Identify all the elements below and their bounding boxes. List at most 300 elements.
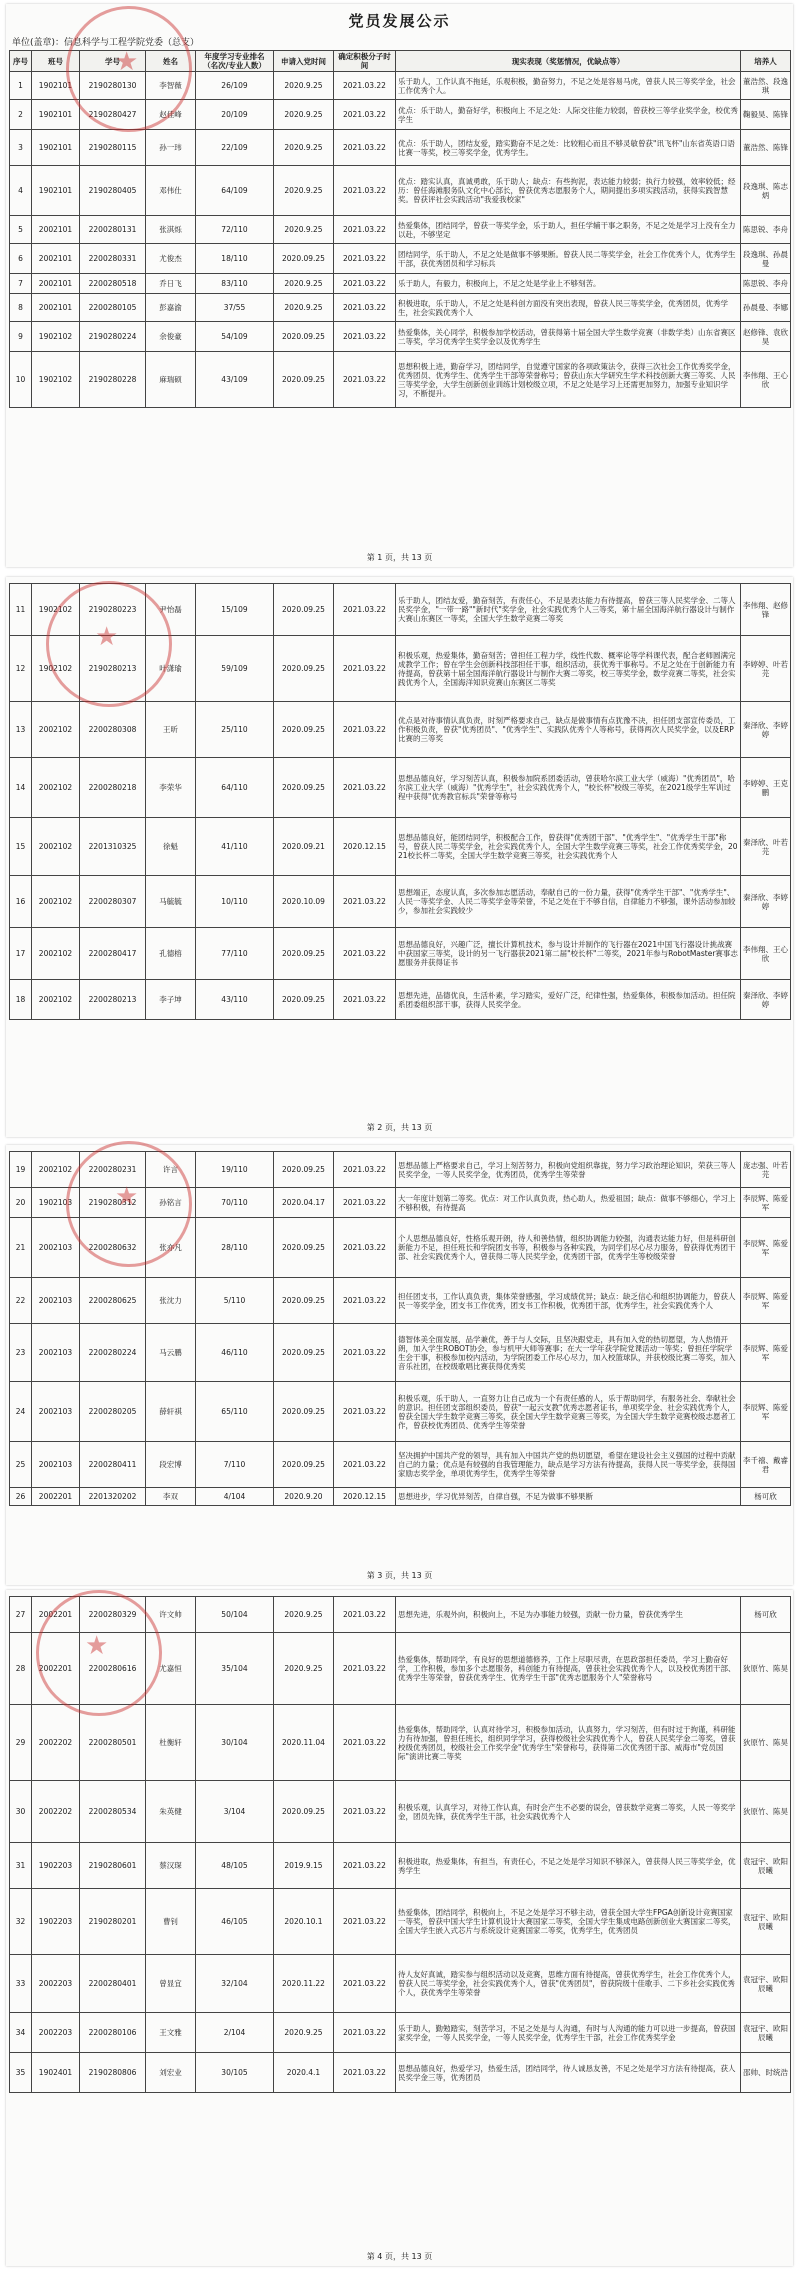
row-mentor: 董浩然、陈锋: [741, 130, 791, 166]
row-class: 2002101: [32, 274, 80, 294]
row-rank: 10/110: [196, 876, 274, 928]
row-performance: 热爱集体，帮助同学，有良好的思想道德修养，工作上尽职尽责，在思政部担任委员，学习上勤奋好学，工作积极，参加多个志愿服务，科创能力有待提高，曾获社会实践优秀个人，以及校优秀团干部、优秀学生等荣誉，曾获优秀学生、优秀学生干部"优秀志愿服务个人"荣誉称号: [396, 1633, 741, 1705]
row-name: 马毓毓: [146, 876, 196, 928]
row-class: 1902203: [32, 1889, 80, 1955]
row-apply-date: 2020.11.22: [274, 1955, 334, 2013]
row-name: 蔡汉琛: [146, 1843, 196, 1889]
row-apply-date: 2020.09.25: [274, 928, 334, 980]
row-activist-date: 2021.03.22: [334, 758, 396, 818]
row-no: 6: [10, 244, 32, 274]
row-no: 9: [10, 322, 32, 352]
row-apply-date: 2020.9.25: [274, 1597, 334, 1633]
table-row: [10, 584, 791, 636]
row-class: 1902101: [32, 72, 80, 100]
row-student-id: 2200280205: [80, 1382, 146, 1442]
row-activist-date: 2021.03.22: [334, 2013, 396, 2053]
row-student-id: 2201320202: [80, 1488, 146, 1506]
row-student-id: 2190280130: [80, 72, 146, 100]
table-row: [10, 2053, 791, 2093]
row-rank: 30/105: [196, 2053, 274, 2093]
row-name: 彭嘉渝: [146, 294, 196, 322]
row-rank: 54/109: [196, 322, 274, 352]
row-activist-date: 2021.03.22: [334, 294, 396, 322]
table-row: [10, 1188, 791, 1218]
row-activist-date: 2021.03.22: [334, 2053, 396, 2093]
table-row: [10, 166, 791, 216]
row-apply-date: 2019.9.15: [274, 1843, 334, 1889]
row-no: 15: [10, 818, 32, 876]
row-performance: 优点：乐于助人，团结友爱，踏实勤奋不足之处：比较粗心而且不够灵敏曾获"讯飞杯"山东省英语口语比赛一等奖，校三等奖学金，优秀学生。: [396, 130, 741, 166]
row-name: 叶潇瑜: [146, 636, 196, 702]
row-student-id: 2190280115: [80, 130, 146, 166]
row-apply-date: 2020.09.25: [274, 1152, 334, 1188]
row-class: 2002102: [32, 876, 80, 928]
row-no: 16: [10, 876, 32, 928]
table-row: [10, 1633, 791, 1705]
row-mentor: 杨可欣: [741, 1488, 791, 1506]
row-activist-date: 2021.03.22: [334, 584, 396, 636]
row-performance: 积极乐观，乐于助人，一直努力让自己成为一个有责任感的人，乐于帮助同学，有服务社会、奉献社会的意识。担任团支部组织委员，曾获"一起云支教"优秀志愿者证书，单项奖学金、社会实践优秀个人，曾获全国大学生数学竞赛三等奖，获全国大学生数学竞赛三等奖，为全国大学生数学竞赛校级志愿者工作，曾获校优秀团员、优秀学生等荣誉: [396, 1382, 741, 1442]
table-row: [10, 636, 791, 702]
row-name: 徐魁: [146, 818, 196, 876]
row-student-id: 2200280534: [80, 1781, 146, 1843]
row-name: 王文雅: [146, 2013, 196, 2053]
table-row: [10, 1218, 791, 1278]
row-name: 尤嘉恒: [146, 1633, 196, 1705]
row-no: 32: [10, 1889, 32, 1955]
row-apply-date: 2020.9.25: [274, 1633, 334, 1705]
table-row: [10, 100, 791, 130]
row-no: 3: [10, 130, 32, 166]
row-student-id: 2200280401: [80, 1955, 146, 2013]
table-row: [10, 1278, 791, 1324]
row-student-id: 2200280625: [80, 1278, 146, 1324]
row-mentor: 邵帅、时统浩: [741, 2053, 791, 2093]
row-apply-date: 2020.09.25: [274, 1442, 334, 1488]
row-name: 尤俊杰: [146, 244, 196, 274]
row-rank: 4/104: [196, 1488, 274, 1506]
row-performance: 思想品德良好，兴趣广泛，擅长计算机技术，参与设计并制作的飞行器在2021中国飞行器设计挑战赛中获国家三等奖，设计的另一飞行器获2021第二届"校长杯"二等奖，2021年参与RobotMaster赛事志愿服务并获得证书: [396, 928, 741, 980]
row-mentor: 孙晨曼、李娜: [741, 294, 791, 322]
table-row: [10, 1324, 791, 1382]
row-activist-date: 2021.03.22: [334, 322, 396, 352]
row-name: 赵佳峰: [146, 100, 196, 130]
row-apply-date: 2020.9.20: [274, 1488, 334, 1506]
row-activist-date: 2021.03.22: [334, 244, 396, 274]
row-apply-date: 2020.09.25: [274, 352, 334, 408]
row-no: 18: [10, 980, 32, 1020]
row-name: 朱英健: [146, 1781, 196, 1843]
row-rank: 20/109: [196, 100, 274, 130]
row-mentor: 狄原竹、陈昊: [741, 1705, 791, 1781]
row-activist-date: 2021.03.22: [334, 1382, 396, 1442]
row-no: 20: [10, 1188, 32, 1218]
candidate-table-page-3: [9, 1151, 791, 1506]
row-class: 2002102: [32, 702, 80, 758]
page-footer: 第 4 页，共 13 页: [366, 2252, 433, 2261]
page-1-sheet: [6, 4, 793, 567]
row-mentor: 秦泽欣、李婷婷: [741, 702, 791, 758]
row-apply-date: 2020.9.25: [274, 72, 334, 100]
row-name: 薛轩祺: [146, 1382, 196, 1442]
row-name: 尹怡磊: [146, 584, 196, 636]
row-name: 张沈力: [146, 1278, 196, 1324]
row-activist-date: 2021.03.22: [334, 72, 396, 100]
row-no: 27: [10, 1597, 32, 1633]
row-mentor: 袁冠宇、欧阳辰曦: [741, 1843, 791, 1889]
row-rank: 15/109: [196, 584, 274, 636]
row-rank: 25/110: [196, 702, 274, 758]
row-mentor: 李辰辉、陈爱军: [741, 1324, 791, 1382]
candidate-table-page-1: [9, 50, 791, 408]
row-student-id: 2200280131: [80, 216, 146, 244]
row-student-id: 2190280427: [80, 100, 146, 130]
row-apply-date: 2020.9.25: [274, 100, 334, 130]
row-apply-date: 2020.09.25: [274, 758, 334, 818]
row-activist-date: 2021.03.22: [334, 1278, 396, 1324]
table-row: [10, 1843, 791, 1889]
row-no: 33: [10, 1955, 32, 2013]
row-student-id: 2190280224: [80, 322, 146, 352]
table-row: [10, 72, 791, 100]
row-apply-date: 2020.9.25: [274, 2013, 334, 2053]
row-rank: 18/110: [196, 244, 274, 274]
row-activist-date: 2021.03.22: [334, 1705, 396, 1781]
row-performance: 积极进取，热爱集体，有担当，有责任心，不足之处是学习知识不够深入，曾获得人民三等奖学金，优秀学生: [396, 1843, 741, 1889]
row-activist-date: 2021.03.22: [334, 1152, 396, 1188]
row-student-id: 2200280105: [80, 294, 146, 322]
row-student-id: 2200280411: [80, 1442, 146, 1488]
row-student-id: 2200280213: [80, 980, 146, 1020]
row-rank: 19/110: [196, 1152, 274, 1188]
table-row: [10, 1488, 791, 1506]
row-mentor: 李婷婷、叶若芫: [741, 636, 791, 702]
candidate-table-page-2: [9, 583, 791, 1020]
row-name: 麻瑞硕: [146, 352, 196, 408]
table-row: [10, 1382, 791, 1442]
row-activist-date: 2021.03.22: [334, 216, 396, 244]
table-row: [10, 1955, 791, 2013]
row-activist-date: 2021.03.22: [334, 1781, 396, 1843]
row-apply-date: 2020.9.25: [274, 130, 334, 166]
table-row: [10, 216, 791, 244]
row-activist-date: 2021.03.22: [334, 636, 396, 702]
row-student-id: 2200280307: [80, 876, 146, 928]
row-performance: 优点：乐于助人，勤奋好学，积极向上 不足之处：人际交往能力较弱，曾获校三等学业奖学金，校优秀学生: [396, 100, 741, 130]
row-mentor: 李辰辉、陈爱军: [741, 1278, 791, 1324]
row-no: 25: [10, 1442, 32, 1488]
row-no: 19: [10, 1152, 32, 1188]
row-name: 曾显宜: [146, 1955, 196, 2013]
table-row: [10, 1442, 791, 1488]
row-no: 12: [10, 636, 32, 702]
row-mentor: 李伟翔、王心欣: [741, 352, 791, 408]
page-2-sheet: [6, 577, 793, 1137]
row-no: 22: [10, 1278, 32, 1324]
row-class: 1902101: [32, 100, 80, 130]
row-student-id: 2200280632: [80, 1218, 146, 1278]
row-rank: 3/104: [196, 1781, 274, 1843]
row-performance: 优点：踏实认真，真诚勇敢，乐于助人；缺点：有些拘泥，表达能力较弱；执行力较强，效率较低；经历：曾任海滩服务队文化中心部长，曾获优秀志愿服务个人，期间提出多项实践活动，获得实践智慧奖。曾获评社会实践活动"我爱我校家": [396, 166, 741, 216]
row-performance: 思想先进，乐观外向，积极向上，不足为办事能力较强，贡献一份力量，曾获优秀学生: [396, 1597, 741, 1633]
row-rank: 59/109: [196, 636, 274, 702]
row-performance: 热爱集体，帮助同学，认真对待学习，积极参加活动，认真努力，学习刻苦，但有时过于拘谨，科研能力有待加强，曾担任班长，组织同学学习，获得校级社会实践优秀个人，曾获人民奖学金二等奖，曾获校级优秀团员，校级社会工作奖学金"优秀学生"荣誉称号，获得第二次优秀团干部、威海市"党员国际"演讲比赛二等奖: [396, 1705, 741, 1781]
row-mentor: 袁冠宇、欧阳辰曦: [741, 1955, 791, 2013]
table-row: [10, 1705, 791, 1781]
row-name: 孙铭言: [146, 1188, 196, 1218]
row-apply-date: 2020.11.04: [274, 1705, 334, 1781]
row-class: 1902101: [32, 166, 80, 216]
row-name: 刘宏业: [146, 2053, 196, 2093]
row-no: 29: [10, 1705, 32, 1781]
row-class: 2002103: [32, 1218, 80, 1278]
row-performance: 热爱集体，关心同学，积极参加学校活动，曾获得第十届全国大学生数学竞赛（非数学类）山东省赛区二等奖，学习优秀学生奖学金以及优秀学生: [396, 322, 741, 352]
row-activist-date: 2021.03.22: [334, 928, 396, 980]
page-3-sheet: [6, 1145, 793, 1585]
row-activist-date: 2021.03.22: [334, 274, 396, 294]
header-apply-date: 申请入党时间: [274, 51, 334, 72]
row-mentor: 董浩然、段逸琪: [741, 72, 791, 100]
row-apply-date: 2020.04.17: [274, 1188, 334, 1218]
row-class: 2002202: [32, 1781, 80, 1843]
row-no: 23: [10, 1324, 32, 1382]
row-mentor: 李辰辉、陈爱军: [741, 1218, 791, 1278]
row-apply-date: 2020.09.25: [274, 980, 334, 1020]
row-no: 5: [10, 216, 32, 244]
row-rank: 65/110: [196, 1382, 274, 1442]
row-name: 李双: [146, 1488, 196, 1506]
row-apply-date: 2020.9.25: [274, 294, 334, 322]
row-class: 2002101: [32, 244, 80, 274]
row-rank: 2/104: [196, 2013, 274, 2053]
row-name: 张亦凡: [146, 1218, 196, 1278]
table-row: [10, 2013, 791, 2053]
row-student-id: 2201310325: [80, 818, 146, 876]
header-mentor: 培养人: [741, 51, 791, 72]
row-class: 2002203: [32, 1955, 80, 2013]
row-name: 邓伟仕: [146, 166, 196, 216]
row-rank: 46/110: [196, 1324, 274, 1382]
row-mentor: 赵修锋、袁欣昊: [741, 322, 791, 352]
row-no: 17: [10, 928, 32, 980]
row-rank: 43/110: [196, 980, 274, 1020]
row-performance: 积极乐观，认真学习，对待工作认真，有时会产生不必要的误会，曾获数学竞赛二等奖，人民一等奖学金，团员先锋，获优秀学生干部，社会实践优秀个人: [396, 1781, 741, 1843]
row-rank: 83/110: [196, 274, 274, 294]
row-performance: 待人友好真诚，踏实参与组织活动以及竞赛，思维方面有待提高，曾获优秀学生，社会工作优秀个人，曾获人民二等奖学金，社会实践优秀个人，曾获"优秀团员"，曾获院级十佳歌手、二下乡社会实践优秀个人，获优秀学生等荣誉: [396, 1955, 741, 2013]
row-class: 2002201: [32, 1488, 80, 1506]
row-apply-date: 2020.09.25: [274, 636, 334, 702]
row-performance: 团结同学，乐于助人，不足之处是做事不够果断。曾获人民二等奖学金，社会工作优秀个人，优秀学生干部，获优秀团员和学习标兵: [396, 244, 741, 274]
row-rank: 37/55: [196, 294, 274, 322]
row-rank: 41/110: [196, 818, 274, 876]
row-performance: 思想进步，学习优异刻苦，自律自强，不足为做事不够果断: [396, 1488, 741, 1506]
row-performance: 大一年度计划第二等奖。优点：对工作认真负责，热心助人，热爱祖国；缺点：做事不够细心，学习上不够积极，有待提高: [396, 1188, 741, 1218]
row-performance: 乐于助人，勤勉踏实，刻苦学习，不足之处是与人沟通，有时与人沟通的能力可以进一步提高，曾获国家奖学金，一等人民奖学金，一等人民奖学金，优秀学生干部，社会工作优秀奖学金: [396, 2013, 741, 2053]
row-student-id: 2200280501: [80, 1705, 146, 1781]
row-student-id: 2190280213: [80, 636, 146, 702]
row-mentor: 庞志强、叶若芫: [741, 1152, 791, 1188]
row-mentor: 陈思锐、李舟: [741, 274, 791, 294]
table-row: [10, 702, 791, 758]
row-performance: 担任团支书，工作认真负责，集体荣誉感强，学习成绩优异；缺点：缺乏信心和组织协调能力，曾获人民一等奖学金，团支书工作优秀，团支书工作积极，优秀团干部，优秀学生，社会实践优秀个人: [396, 1278, 741, 1324]
row-class: 2002102: [32, 928, 80, 980]
table-row: [10, 1781, 791, 1843]
table-row: [10, 758, 791, 818]
row-rank: 64/109: [196, 166, 274, 216]
row-apply-date: 2020.09.25: [274, 1382, 334, 1442]
row-student-id: 2200280616: [80, 1633, 146, 1705]
row-no: 30: [10, 1781, 32, 1843]
row-performance: 思想品德良好，能团结同学，积极配合工作，曾获得"优秀团干部"、"优秀学生"、"优秀学生干部"称号，曾获人民二等奖学金，社会实践优秀个人，全国大学生数学竞赛三等奖，社会工作优秀奖学金，2021校长杯二等奖，全国大学生数学竞赛三等奖，社会实践优秀个人: [396, 818, 741, 876]
row-mentor: 鞠毅昊、陈锋: [741, 100, 791, 130]
row-activist-date: 2021.03.22: [334, 1188, 396, 1218]
row-activist-date: 2021.03.22: [334, 1889, 396, 1955]
row-performance: 乐于助人，团结友爱，勤奋刻苦，有责任心，不足是表达能力有待提高，曾获三等人民奖学金、二等人民奖学金，"一带一路""新时代"奖学金，社会实践优秀个人三等奖，第十届全国海洋航行器设计与制作大赛山东赛区一等奖，全国大学生数学竞赛二等奖: [396, 584, 741, 636]
row-activist-date: 2021.03.22: [334, 1324, 396, 1382]
row-no: 14: [10, 758, 32, 818]
table-row: [10, 876, 791, 928]
row-class: 2002102: [32, 758, 80, 818]
row-student-id: 2200280218: [80, 758, 146, 818]
row-no: 1: [10, 72, 32, 100]
row-class: 2002201: [32, 1597, 80, 1633]
row-mentor: 李千禧、戴睿君: [741, 1442, 791, 1488]
table-row: [10, 130, 791, 166]
row-student-id: 2200280417: [80, 928, 146, 980]
row-name: 王昕: [146, 702, 196, 758]
row-class: 2002102: [32, 1152, 80, 1188]
row-rank: 35/104: [196, 1633, 274, 1705]
row-student-id: 2200280231: [80, 1152, 146, 1188]
row-performance: 积极进取，乐于助人，不足之处是科创方面没有突出表现，曾获人民三等奖学金，优秀团员，优秀学生，社会实践优秀个人: [396, 294, 741, 322]
row-rank: 30/104: [196, 1705, 274, 1781]
table-row: [10, 928, 791, 980]
row-no: 2: [10, 100, 32, 130]
row-rank: 28/110: [196, 1218, 274, 1278]
row-mentor: 秦泽欣、叶若芫: [741, 818, 791, 876]
row-name: 余俊豪: [146, 322, 196, 352]
row-class: 1902401: [32, 2053, 80, 2093]
row-activist-date: 2020.12.15: [334, 818, 396, 876]
row-performance: 热爱集体，团结同学，积极向上，不足之处是学习不够主动，曾获全国大学生FPGA创新设计竞赛国家一等奖，曾获中国大学生计算机设计大赛国家二等奖，全国大学生集成电路创新创业大赛国家二等奖，全国大学生嵌入式芯片与系统设计竞赛国家二等奖，优秀学生，优秀团员: [396, 1889, 741, 1955]
row-mentor: 狄原竹、陈昊: [741, 1633, 791, 1705]
header-name: 姓名: [146, 51, 196, 72]
row-student-id: 2200280224: [80, 1324, 146, 1382]
row-performance: 德智体美全面发展，品学兼优，善于与人交际，且坚决跟党走，具有加入党的热切愿望，为人热情开朗，加入学生ROBOT协会，参与机甲大师等赛事；在大一学年获学院党课活动一等奖；曾担任学院学生会干事，积极参加校内活动，为学院团委工作尽心尽力，加入校篮球队，并获校级比赛二等奖，加入音乐社团，在校级歌唱比赛获得优秀奖: [396, 1324, 741, 1382]
row-mentor: 狄原竹、陈昊: [741, 1781, 791, 1843]
table-row: [10, 244, 791, 274]
row-name: 张淇烁: [146, 216, 196, 244]
row-student-id: 2200280329: [80, 1597, 146, 1633]
row-no: 11: [10, 584, 32, 636]
table-row: [10, 1889, 791, 1955]
row-apply-date: 2020.09.25: [274, 322, 334, 352]
row-mentor: 李辰辉、陈爱军: [741, 1382, 791, 1442]
row-activist-date: 2021.03.22: [334, 166, 396, 216]
row-mentor: 杨可欣: [741, 1597, 791, 1633]
row-no: 10: [10, 352, 32, 408]
row-class: 2002103: [32, 1278, 80, 1324]
row-no: 24: [10, 1382, 32, 1442]
row-activist-date: 2021.03.22: [334, 130, 396, 166]
row-performance: 思想先进，品德优良，生活朴素，学习踏实，爱好广泛，纪律性强，热爱集体，积极参加活动。担任院系团委组织部干事，获得人民奖学金。: [396, 980, 741, 1020]
row-student-id: 2200280518: [80, 274, 146, 294]
table-row: [10, 1597, 791, 1633]
row-class: 1902101: [32, 130, 80, 166]
row-apply-date: 2020.09.25: [274, 1218, 334, 1278]
row-activist-date: 2020.12.15: [334, 1488, 396, 1506]
table-row: [10, 294, 791, 322]
row-rank: 43/109: [196, 352, 274, 408]
row-student-id: 2190280806: [80, 2053, 146, 2093]
row-apply-date: 2020.09.25: [274, 1324, 334, 1382]
row-performance: 思想端正，态度认真，多次参加志愿活动，奉献自己的一份力量，获得"优秀学生干部"、"优秀学生"、人民一等奖学金、人民二等奖学金等荣誉，不足之处在于不够自信，自律能力不够强，课外活动参加较少，参加社会实践较少: [396, 876, 741, 928]
row-mentor: 段逸琪、陈志炳: [741, 166, 791, 216]
row-name: 孔德榕: [146, 928, 196, 980]
row-student-id: 2200280106: [80, 2013, 146, 2053]
row-name: 曹钊: [146, 1889, 196, 1955]
header-student-id: 学号: [80, 51, 146, 72]
row-apply-date: 2020.9.25: [274, 166, 334, 216]
row-apply-date: 2020.09.25: [274, 1278, 334, 1324]
row-apply-date: 2020.10.09: [274, 876, 334, 928]
row-class: 2002103: [32, 1324, 80, 1382]
row-name: 许言: [146, 1152, 196, 1188]
row-rank: 7/110: [196, 1442, 274, 1488]
row-no: 4: [10, 166, 32, 216]
row-class: 1902102: [32, 322, 80, 352]
row-activist-date: 2021.03.22: [334, 1633, 396, 1705]
row-mentor: 李伟翔、赵修锋: [741, 584, 791, 636]
row-performance: 思想品德良好，热爱学习，热爱生活，团结同学，待人诚恳友善，不足之处是学习方法有待提高，获人民奖学金三等，优秀团员: [396, 2053, 741, 2093]
row-mentor: 袁冠宇、欧阳辰曦: [741, 2013, 791, 2053]
row-rank: 46/105: [196, 1889, 274, 1955]
row-performance: 热爱集体，团结同学，曾获一等奖学金，乐于助人，担任学辅干事之职务，不足之处是学习上没有全力以赴，不够坚定: [396, 216, 741, 244]
row-rank: 70/110: [196, 1188, 274, 1218]
row-performance: 思想积极上进，勤奋学习，团结同学，自觉遵守国家的各项政策法令，获得三次社会工作优秀奖学金，优秀团员、优秀学生、优秀学生干部等荣誉称号；曾获山东大学研究生学术科技创新大赛三等奖、人民三等奖学金，大学生创新创业训练计划校级立项，不足之处是学习上还需更加努力，加强专业知识学习，不断提升。: [396, 352, 741, 408]
row-no: 7: [10, 274, 32, 294]
row-student-id: 2190280223: [80, 584, 146, 636]
row-activist-date: 2021.03.22: [334, 980, 396, 1020]
row-mentor: 李辰辉、陈爱军: [741, 1188, 791, 1218]
row-apply-date: 2020.09.25: [274, 702, 334, 758]
row-class: 2002103: [32, 1382, 80, 1442]
row-name: 段宏博: [146, 1442, 196, 1488]
row-class: 2002203: [32, 2013, 80, 2053]
page-footer: 第 2 页，共 13 页: [366, 1123, 433, 1132]
document-title: 党员发展公示: [348, 12, 451, 30]
row-class: 2002101: [32, 216, 80, 244]
row-class: 1902102: [32, 584, 80, 636]
header-rank: 年度学习专业排名（名次/专业人数）: [196, 51, 274, 72]
row-student-id: 2190280601: [80, 1843, 146, 1889]
row-rank: 32/104: [196, 1955, 274, 2013]
row-name: 许文帅: [146, 1597, 196, 1633]
row-student-id: 2190280312: [80, 1188, 146, 1218]
row-apply-date: 2020.09.25: [274, 584, 334, 636]
row-apply-date: 2020.10.1: [274, 1889, 334, 1955]
row-performance: 思想品德良好，学习刻苦认真，积极参加院系团委活动，曾获哈尔滨工业大学（威海）"优秀团员"，哈尔滨工业大学（威海）"优秀学生"，社会实践优秀个人，"校长杯"校级三等奖，在2021级学生军训过程中获得"优秀教官标兵"荣誉等称号: [396, 758, 741, 818]
table-header-row: [10, 51, 791, 72]
row-mentor: 秦泽欣、李婷婷: [741, 980, 791, 1020]
row-class: 2002202: [32, 1705, 80, 1781]
candidate-table-page-4: [9, 1596, 791, 2093]
row-no: 31: [10, 1843, 32, 1889]
row-activist-date: 2021.03.22: [334, 876, 396, 928]
row-class: 2002101: [32, 294, 80, 322]
row-no: 21: [10, 1218, 32, 1278]
row-class: 2002102: [32, 980, 80, 1020]
